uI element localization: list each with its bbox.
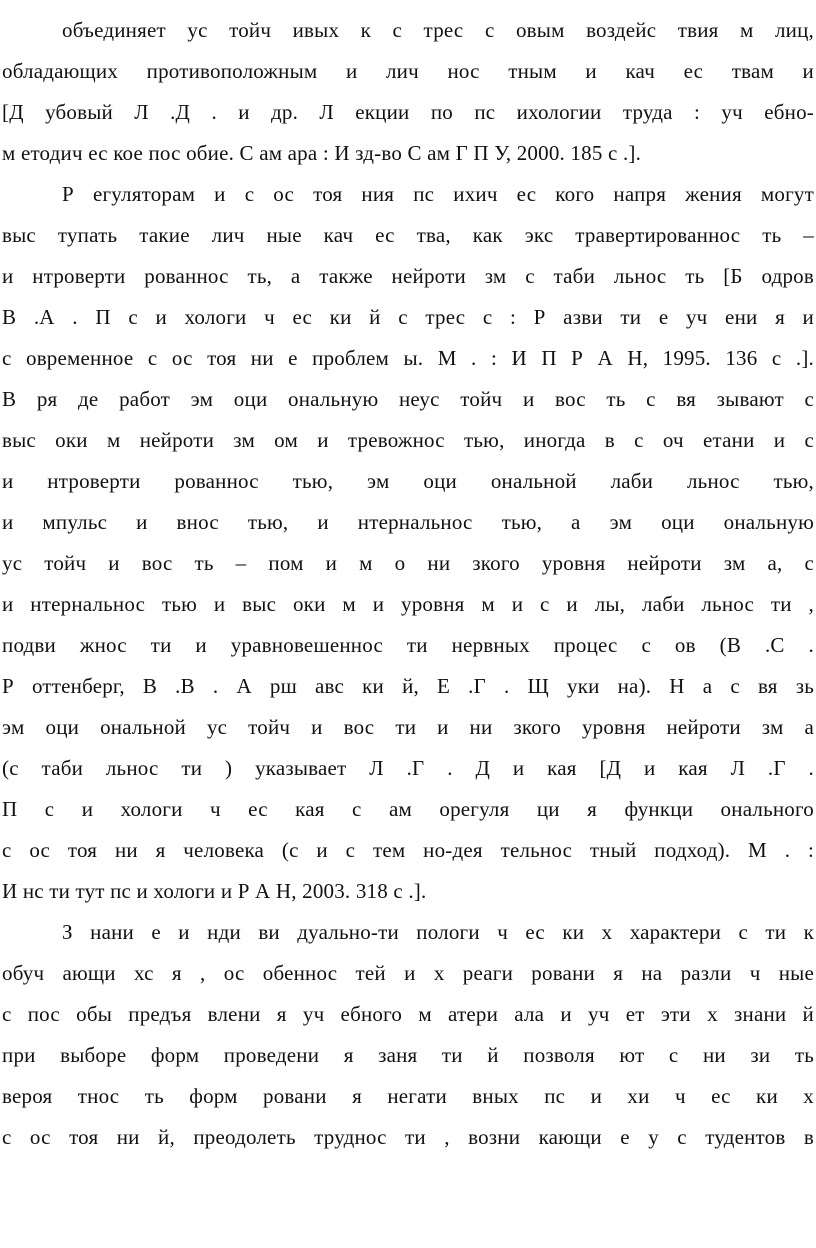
text-line: (с таби льнос ти ) указывает Л .Г . Д и кая [Д и кая Л .Г . xyxy=(2,756,814,780)
paragraph-1 xyxy=(2,10,814,174)
text-line: и нтроверти рованнос ть, а также нейроти зм с таби льнос ть [Б одров xyxy=(2,264,814,288)
text-line: Р егуляторам и с ос тоя ния пс ихич ес кого напря жения могут xyxy=(62,182,814,206)
text-line: и нтроверти рованнос тью, эм оци ональной лаби льнос тью, xyxy=(2,469,814,493)
text-line: с пос обы предъя влени я уч ебного м атери ала и уч ет эти х знани й xyxy=(2,1002,814,1026)
text-line: Р оттенберг, В .В . А рш авс ки й, Е .Г . Щ уки на). Н а с вя зь xyxy=(2,674,814,698)
text-line: эм оци ональной ус тойч и вос ти и ни зкого уровня нейроти зм а xyxy=(2,715,814,739)
text-line: м етодич ес кое пос обие. С ам ара : И зд-во С ам Г П У, 2000. 185 с .]. xyxy=(2,141,642,165)
paragraph-3 xyxy=(2,912,814,1158)
text-line: В ря де работ эм оци ональную неус тойч и вос ть с вя зывают с xyxy=(2,387,814,411)
text-line: при выборе форм проведени я заня ти й позволя ют с ни зи ть xyxy=(2,1043,814,1067)
text-line: с ос тоя ни й, преодолеть труднос ти , возни кающи е у с тудентов в xyxy=(2,1125,814,1149)
text-line: В .А . П с и хологи ч ес ки й с трес с : Р азви ти е уч ени я и xyxy=(2,305,814,329)
text-line: объединяет ус тойч ивых к с трес с овым воздейс твия м лиц, xyxy=(62,18,814,42)
text-line: И нс ти тут пс и хологи и Р А Н, 2003. 318 с .]. xyxy=(2,879,427,903)
text-line: и мпульс и внос тью, и нтернальнос тью, а эм оци ональную xyxy=(2,510,814,534)
text-line: выс оки м нейроти зм ом и тревожнос тью, иногда в с оч етани и с xyxy=(2,428,814,452)
text-line: выс тупать такие лич ные кач ес тва, как экс травертированнос ть – xyxy=(2,223,814,247)
text-line: с овременное с ос тоя ни е проблем ы. М . : И П Р А Н, 1995. 136 с .]. xyxy=(2,346,814,370)
text-line: обуч ающи хс я , ос обеннос тей и х реаги ровани я на разли ч ные xyxy=(2,961,814,985)
text-line: ус тойч и вос ть – пом и м о ни зкого уровня нейроти зм а, с xyxy=(2,551,814,575)
text-line: подви жнос ти и уравновешеннос ти нервных процес с ов (В .С . xyxy=(2,633,814,657)
text-line: обладающих противоположным и лич нос тным и кач ес твам и xyxy=(2,59,814,83)
text-line: З нани е и нди ви дуально-ти пологи ч ес ки х характери с ти к xyxy=(62,920,814,944)
text-line: [Д убовый Л .Д . и др. Л екции по пс ихологии труда : уч ебно- xyxy=(2,100,814,124)
text-line: с ос тоя ни я человека (с и с тем но-дея тельнос тный подход). М . : xyxy=(2,838,814,862)
text-line: П с и хологи ч ес кая с ам орегуля ци я функци онального xyxy=(2,797,814,821)
text-line: и нтернальнос тью и выс оки м и уровня м и с и лы, лаби льнос ти , xyxy=(2,592,814,616)
paragraph-2 xyxy=(2,174,814,912)
text-line: вероя тнос ть форм ровани я негати вных пс и хи ч ес ки х xyxy=(2,1084,814,1108)
